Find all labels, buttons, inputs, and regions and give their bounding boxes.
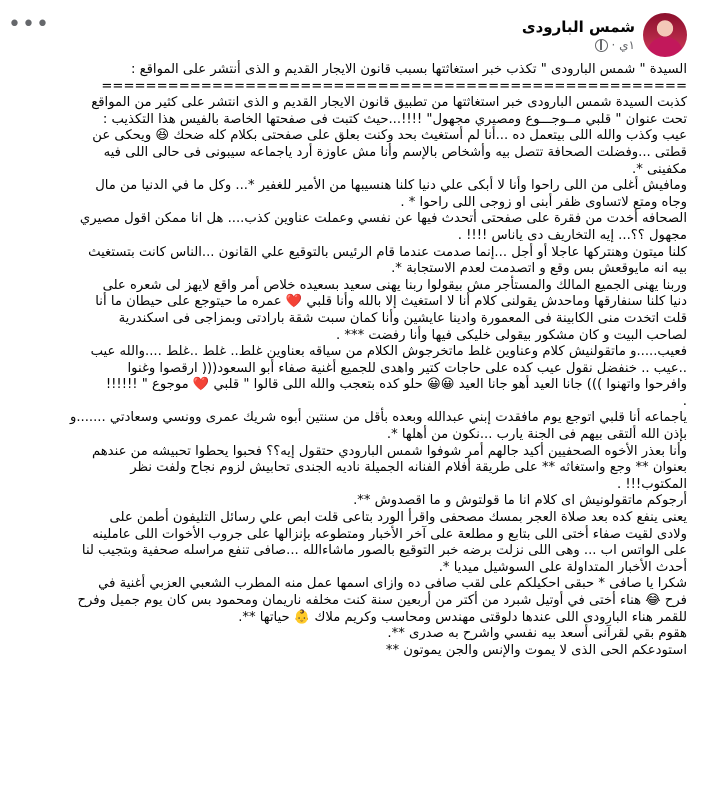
post-line: كذبت السيدة شمس البارودى خبر استغاثتها من تطبيق قانون الايجار القديم و الذى انتشر على كثير من المواقع bbox=[91, 95, 687, 111]
post-line: الصحافه أخدت من فقرة على صفحتى أتحدث فيها عن نفسي وعملت عناوين كذب.... هل انا ممكن اقول مصيري bbox=[79, 211, 687, 227]
post-line: . bbox=[682, 393, 687, 409]
post-line: ومافيش أغلى من اللى راحوا وأنا لا أبكى علي دنيا كلنا هنسيبها من الأمير للغفير *... وكل ما في الدنيا من مال bbox=[95, 178, 687, 194]
post-line: كلنا ميتون وهنتركها عاجلا أو أجل ...إنما صدمت عندما قام الرئيس بالتوقيع علي القانون ...الناس كانت بتستغيث bbox=[88, 244, 687, 260]
post-line: وأنا بعذر الأخوه الصحفيين أكيد جالهم أمر شوفوا شمس البارودي حتقول إيه؟؟ فحبوا يحطوا تحبيشه من عندهم bbox=[91, 443, 687, 459]
post-line: شكرا يا صافى * حبقى احكيلكم على لقب صافى ده وازاى اسمها عمل منه المطرب الشعبي العزبي أغنية في bbox=[98, 576, 687, 592]
post-line: لصاحب البيت و كان مشكور بيقولى خليكى فيها وأنا رفضت *** . bbox=[336, 327, 687, 343]
post-line: مجهول ؟؟... إيه التخاريف دى ياناس !!!! . bbox=[457, 227, 687, 243]
post-line: بيه انه مايوقعش بس وقع و اتصدمت لعدم الاستجابة *. bbox=[391, 261, 687, 277]
post-meta bbox=[522, 38, 635, 52]
post-line: على الواتس اب ... وهى اللى نزلت برضه خبر التوقيع بالصور ماشاءالله ...صافى تنفع مراسله صحفية وبتجيب لنا bbox=[81, 543, 687, 559]
post-line: بإذن الله ألتقى بيهم فى الجنة يارب ...نكون من أهلها *. bbox=[386, 427, 687, 443]
author-name[interactable]: شمس البارودى bbox=[521, 18, 635, 36]
post-line: للقمر هناء البارودى اللى عندها دلوقتى مهندس ومحاسب وكريم ملاك 👶 حياتها **. bbox=[238, 609, 687, 625]
post-line: فعيب.....و ماتقولنيش كلام وعناوين غلط ماتخرجوش الكلام من سياقه بعناوين غلط.. غلط ..غلط ....والله عيب bbox=[90, 344, 687, 360]
post-line: أحدث الأخبار المتداولة على السوشيل ميديا *. bbox=[438, 559, 687, 575]
avatar[interactable] bbox=[643, 13, 687, 57]
globe-icon bbox=[595, 39, 608, 52]
post-line: السيدة " شمس البارودى " تكذب خبر استغاثتها بسبب قانون الايجار القديم و الذى أنتشر على المواقع : bbox=[130, 62, 687, 77]
post-line: مكفينى *. bbox=[632, 161, 687, 177]
post-timestamp[interactable]: ١ي bbox=[619, 38, 635, 52]
post-line: ..عيب .. خنفضل نقول عيب كده على حاجات كتير واهدى للجميع أغنية صفاء أبو السعود((( ارقصوا وغنوا bbox=[127, 360, 687, 376]
post-line: أرجوكم ماتقولونيش اى كلام انا ما قولتوش و ما اقصدوش **. bbox=[353, 493, 687, 509]
post-line: بعنوان ** وجع واستغاثه ** على طريقة أفلام الفنانه الجميلة ناديه الجندى تحابيش لزوم نجاح ولفت نظر bbox=[130, 460, 687, 476]
post-line: المكتوب!!! . bbox=[616, 476, 687, 492]
post-line: عيب وكذب والله اللى بيتعمل ده ...أنا لم أستغيث بحد وكنت بعلق على صفحتى بكلام كله ضحك 😆 ويحكى عن bbox=[92, 128, 687, 144]
post-line: هقوم بقي لقرآنى أسعد بيه نفسي واشرح به صدرى **. bbox=[387, 626, 687, 642]
more-options-icon[interactable]: ••• bbox=[8, 12, 50, 37]
post-line: استودعكم الحى الذى لا يموت والإنس والجن يموتون ** bbox=[385, 642, 687, 658]
post-line: دنيا كلنا سنفارقها وماحدش يقولنى كلام أنا لا استغيث إلا بالله وأنا قلبي ❤️ عمره ما حيتوجع على حيطان ما أنا bbox=[95, 294, 687, 310]
post-line: ===================================================== bbox=[101, 78, 687, 94]
post-header bbox=[522, 12, 687, 58]
post-line: وجاه ومتع لاتساوى ظفر أبنى او زوجى اللى راحوا * . bbox=[400, 194, 687, 210]
post-line: وربنا يهنى الجميع المالك والمستأجر مش بيقولوا ربنا يهنى سعيد بسعيده خلاص أمر واقع لايهز لى شعره على bbox=[102, 277, 687, 293]
post-line: وافرحوا واتهنوا ))) جانا العيد أهو جانا العيد 😀😀 حلو كده بتعجب والله اللى قالوا " قلبي ❤️ موجوع " !!!!!! bbox=[105, 377, 687, 393]
post-line: يعنى ينفع كده بعد صلاة العجر بمسك مصحفى واقرأ الورد بتاعى قلت ابص علي رسائل التليفون أطمن على bbox=[109, 510, 687, 526]
post-line: فرح 😂 هناء أختى في أوتيل شبرد من أكتر من أربعين سنة كنت مخلفه ناريمان ومحمود بس كان يوم جميل وفرح bbox=[77, 593, 687, 608]
post-line: قلت اتخدت منى الكابينة فى المعمورة وادينا عايشين وأنا كمان سبت شقة بارادتى وبمزاجى فى اسكندرية bbox=[118, 310, 687, 326]
post-body bbox=[18, 62, 687, 659]
meta-separator: · bbox=[611, 38, 616, 52]
author-block bbox=[522, 18, 635, 52]
post-line: ياجماعه أنا قلبي اتوجع يوم مافقدت إبني عبدالله وبعده بأقل من سنتين أبوه شريك عمرى وونسي وسعادتي .......و bbox=[69, 410, 687, 426]
post-line: ولادى لقيت صفاء أختى اللى بتابع و مطلعة على آخر الأخبار ومتطوعه بإنزالها على جروب الأخوات اللى عاملينه bbox=[92, 526, 687, 542]
post-line: قطتى ...وفضلت الصحافة تتصل بيه وأشخاص بالإسم وأنا مش عاوزة أرد ياجماعه سيبونى فى حالى اللى فيه bbox=[103, 144, 687, 160]
post-line: تحت عنوان " قلبي مــوجـــوع ومصيري مجهول" !!!!...حيث كتبت فى صفحتها الخاصة بالفيس هذا التكذيب : bbox=[102, 111, 687, 127]
